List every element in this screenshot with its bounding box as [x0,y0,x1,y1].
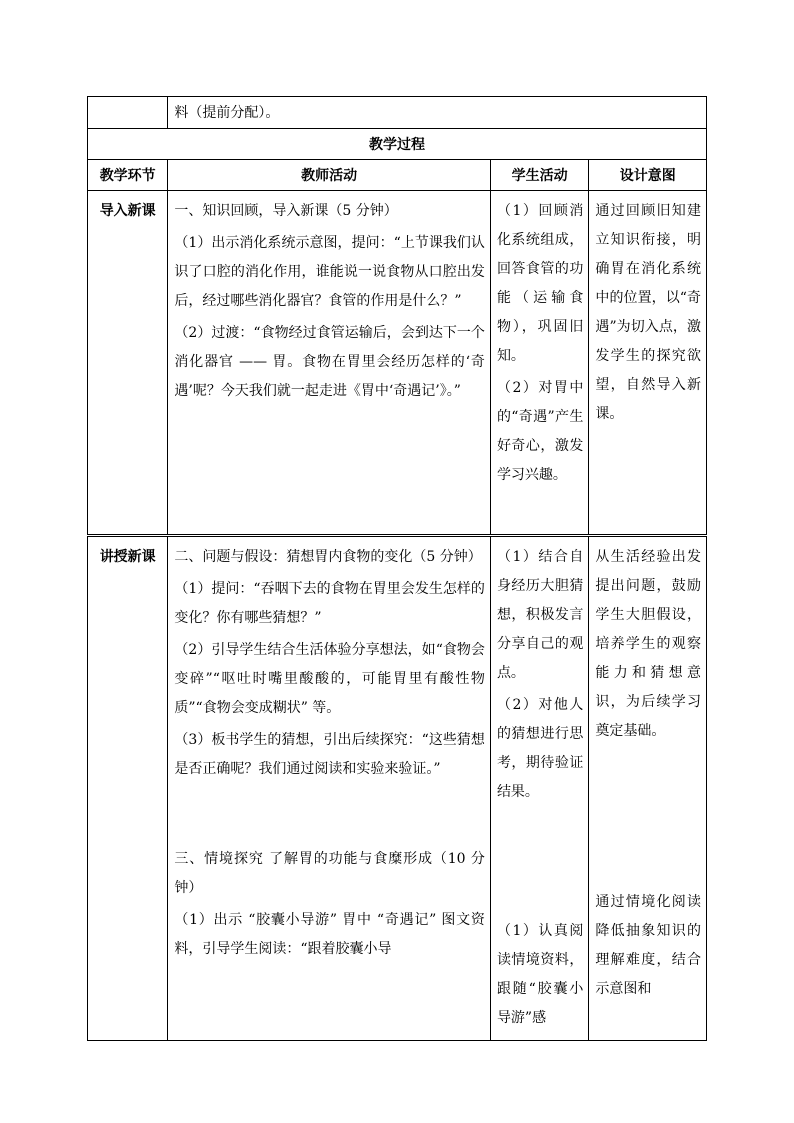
teacher-paragraph: （1）出示消化系统示意图，提问：“上节课我们认识了口腔的消化作用，谁能说一说食物从口腔出发后，经过哪些消化器官？食管的作用是什么？” [174,235,485,309]
teacher-paragraph: （3）板书学生的猜想，引出后续探究：“这些猜想是否正确呢？我们通过阅读和实验来验证。” [174,732,485,777]
student-paragraph: （2）对胃中的“奇遇”产生好奇心，激发学习兴趣。 [496,380,584,483]
intent-paragraph: 从生活经验出发提出问题，鼓励学生大胆假设，培养学生的观察能力和猜想意识，为后续学习奠定基础。 [595,549,701,739]
student-activity-cell [490,536,588,1041]
student-paragraph: （1）结合自身经历大胆猜想，积极发言分享自己的观点。 [496,549,584,681]
teacher-paragraph: 三、情境探究 了解胃的功能与食糜形成（10 分钟） [174,851,485,896]
section-title-row [88,129,707,160]
table-row [88,191,707,536]
teacher-paragraph: （1）提问：“吞咽下去的食物在胃里会发生怎样的变化？你有哪些猜想？” [174,581,485,626]
materials-cell [168,97,707,129]
stage-cell: 导入新课 [88,191,168,536]
lesson-plan-page [87,96,707,1041]
section-title: 教学过程 [88,129,707,160]
header-intent: 设计意图 [589,160,707,191]
teacher-paragraph: 二、问题与假设：猜想胃内食物的变化（5 分钟） [174,549,482,565]
teacher-activity-cell [168,191,491,536]
header-teacher: 教师活动 [168,160,491,191]
stage-cell: 讲授新课 [88,536,168,1041]
teacher-paragraph: （2）引导学生结合生活体验分享想法，如“食物会变碎”“呕吐时嘴里酸酸的，可能胃里有酸性物质”“食物会变成糊状” 等。 [174,642,485,716]
lesson-table [87,96,707,1041]
student-paragraph: （1）认真阅读情境资料，跟随“胶囊小导游”感 [496,923,584,1026]
intent-paragraph: 通过回顾旧知建立知识衔接，明确胃在消化系统中的位置，以“奇遇”为切入点，激发学生的探究欲望，自然导入新课。 [595,203,701,422]
teacher-paragraph: （1）出示 “胶囊小导游” 胃中 “奇遇记” 图文资料，引导学生阅读：“跟着胶囊小导 [174,912,485,957]
spacer [174,787,485,845]
student-activity-cell [490,191,588,536]
teacher-activity-cell [168,536,491,1041]
top-continuation-row [88,97,707,129]
student-paragraph: （2）对他人的猜想进行思考，期待验证结果。 [496,697,584,800]
spacer [497,810,583,917]
header-row [88,160,707,191]
empty-cell [88,97,168,129]
student-paragraph: （1）回顾消化系统组成，回答食管的功能（运输食物），巩固旧知。 [496,203,584,364]
spacer [595,749,701,888]
teacher-paragraph: 一、知识回顾，导入新课（5 分钟） [174,203,398,219]
teacher-paragraph: （2）过渡：“食物经过食管运输后，会到达下一个消化器官 —— 胃。食物在胃里会经历怎样的‘奇遇’呢？今天我们就一起走进《胃中‘奇遇记’》。” [174,325,485,399]
table-row [88,536,707,1041]
design-intent-cell [589,191,707,536]
design-intent-cell [589,536,707,1041]
intent-paragraph: 通过情境化阅读降低抽象知识的理解难度，结合示意图和 [595,894,701,997]
header-student: 学生活动 [490,160,588,191]
materials-text: 料（提前分配）。 [174,104,280,121]
header-stage: 教学环节 [88,160,168,191]
